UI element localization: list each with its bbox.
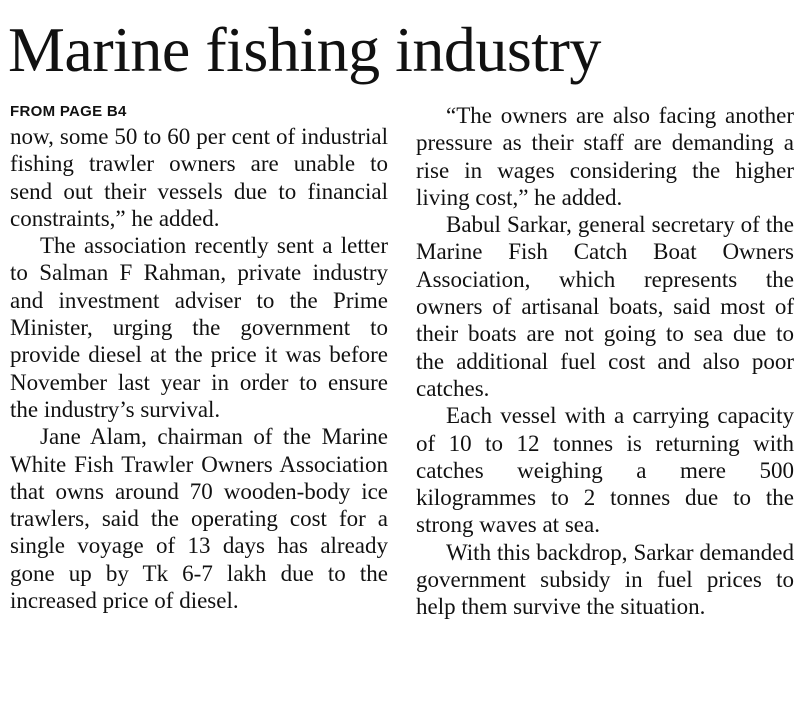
headline: Marine fishing industry bbox=[8, 14, 601, 85]
article-paragraph: “The owners are also facing another pressure as their staff are demanding a rise in wages considering the higher living cost,” he added. bbox=[416, 103, 794, 210]
article-paragraph: Each vessel with a carrying capacity of 10 to 12 tonnes is returning with catches weighing a mere 500 kilogrammes to 2 tonnes due to the strong waves at sea. bbox=[416, 403, 794, 538]
left-column bbox=[10, 102, 388, 614]
article-paragraph: With this backdrop, Sarkar demanded government subsidy in fuel prices to help them survive the situation. bbox=[416, 539, 794, 620]
article-paragraph: The association recently sent a letter to Salman F Rahman, private industry and investment adviser to the Prime Minister, urging the government to provide diesel at the price it was before November last year in order to ensure the industry’s survival. bbox=[10, 233, 388, 422]
article-paragraph: now, some 50 to 60 per cent of industrial fishing trawler owners are unable to send out their vessels due to financial constraints,” he added. bbox=[10, 124, 388, 231]
article-paragraph: Babul Sarkar, general secretary of the Marine Fish Catch Boat Owners Association, which represents the owners of artisanal boats, said most of their boats are not going to sea due to the additional fuel cost and also poor catches. bbox=[416, 212, 794, 401]
jump-line: FROM PAGE B4 bbox=[10, 103, 127, 120]
right-column bbox=[416, 102, 794, 621]
article-paragraph: Jane Alam, chairman of the Marine White Fish Trawler Owners Association that owns around 70 wooden-body ice trawlers, said the operating cost for a single voyage of 13 days has already gone up by Tk 6-7 lakh due to the increased price of diesel. bbox=[10, 424, 388, 614]
